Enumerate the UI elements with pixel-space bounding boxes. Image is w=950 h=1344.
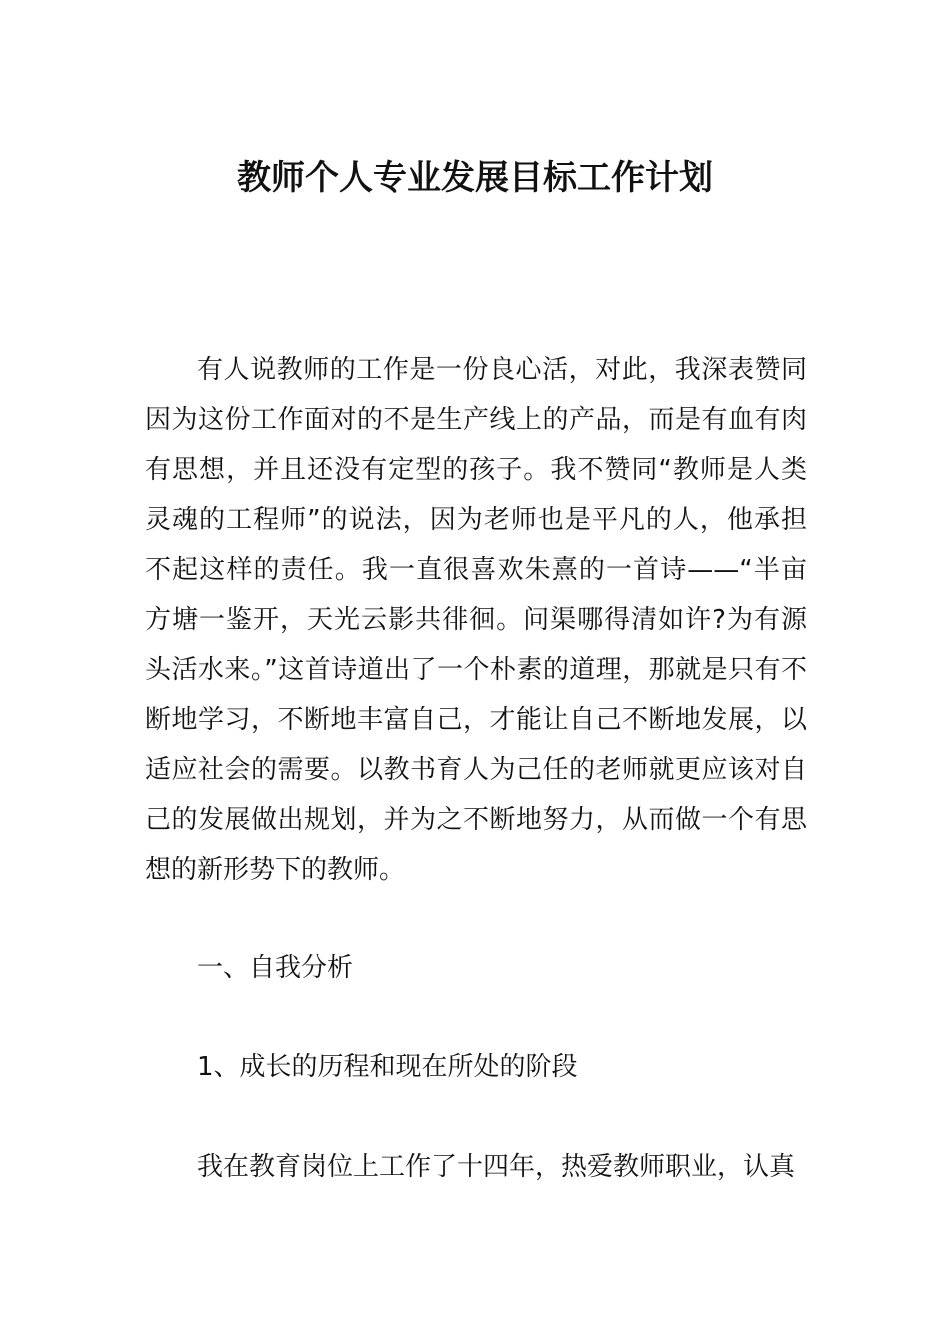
subsection-heading: 1、成长的历程和现在所处的阶段 bbox=[197, 1052, 578, 1082]
intro-paragraph: 有人说教师的工作是一份良心活，对此，我深表赞同因为这份工作面对的不是生产线上的产品，而是有血有肉有思想，并且还没有定型的孩子。我不赞同“教师是人类灵魂的工程师”的说法，因为老师也是平凡的人，他承担不起这样的责任。我一直很喜欢朱熹的一首诗——“半亩方塘一鉴开，天光云影共徘徊。问渠哪得清如许?为有源头活水来。”这首诗道出了一个朴素的道理，那就是只有不断地学习，不断地丰富自己，才能让自己不断地发展，以适应社会的需要。以教书育人为己任的老师就更应该对自己的发展做出规划，并为之不断地努力，从而做一个有思想的新形势下的教师。 bbox=[145, 355, 807, 885]
document-title: 教师个人专业发展目标工作计划 bbox=[237, 158, 713, 198]
section-heading: 一、自我分析 bbox=[197, 953, 354, 983]
closing-paragraph: 我在教育岗位上工作了十四年，热爱教师职业，认真 bbox=[197, 1152, 796, 1182]
